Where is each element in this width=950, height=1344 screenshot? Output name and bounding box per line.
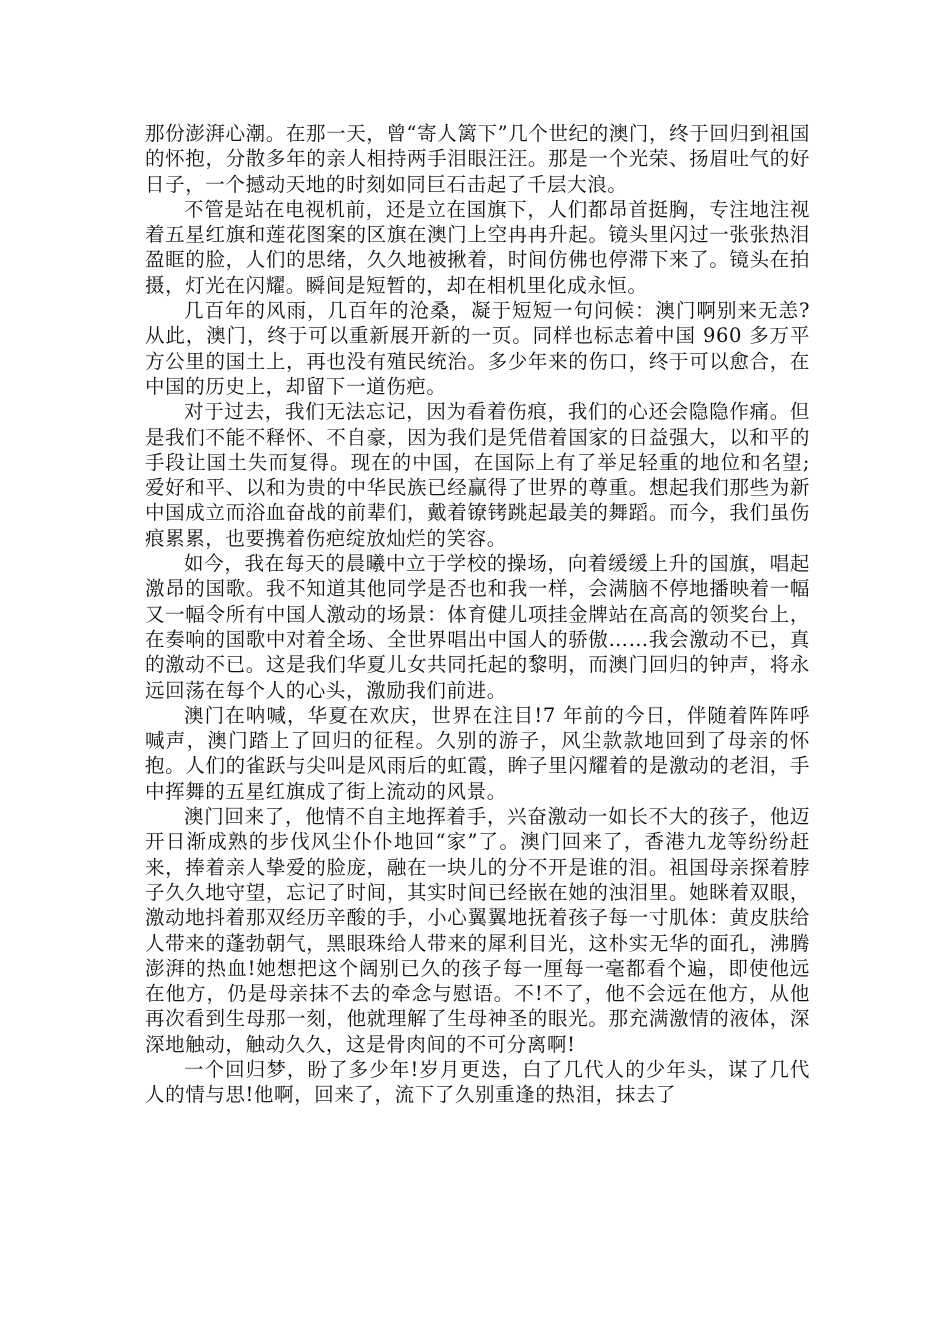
paragraph-1: 那份澎湃心潮。在那一天，曾“寄人篱下”几个世纪的澳门，终于回归到祖国的怀抱，分散多年的亲人相持两手泪眼汪汪。那是一个光荣、扬眉吐气的好日子，一个撼动天地的时刻如同巨石击起了千层大浪。 — [145, 122, 810, 196]
paragraph-7: 澳门回来了，他情不自主地挥着手，兴奋激动一如长不大的孩子，他迈开日渐成熟的步伐风尘仆仆地回“家”了。澳门回来了，香港九龙等纷纷赶来，捧着亲人挚爱的脸庞，融在一块儿的分不开是谁的泪。祖国母亲探着脖子久久地守望，忘记了时间，其实时间已经嵌在她的浊泪里。她眯着双眼，激动地抖着那双经历辛酸的手，小心翼翼地抚着孩子每一寸肌体：黄皮肤给人带来的蓬勃朝气，黑眼珠给人带来的犀利目光，这朴实无华的面孔，沸腾澎湃的热血!她想把这个阔别已久的孩子每一厘每一毫都看个遍，即使他远在他方，仍是母亲抹不去的牵念与慰语。不!不了，他不会远在他方，从他再次看到生母那一刻，他就理解了生母神圣的眼光。那充满激情的液体，深深地触动，触动久久，这是骨肉间的不可分离啊! — [145, 805, 810, 1056]
article-body — [145, 121, 810, 1108]
paragraph-3: 几百年的风雨，几百年的沧桑，凝于短短一句问候：澳门啊别来无恙?从此，澳门，终于可以重新展开新的一页。同样也标志着中国 960 多万平方公里的国土上，再也没有殖民统治。多少年来的伤口，终于可以愈合，在中国的历史上，却留下一道伤疤。 — [145, 299, 810, 398]
paragraph-6: 澳门在呐喊，华夏在欢庆，世界在注目!7 年前的今日，伴随着阵阵呼喊声，澳门踏上了回归的征程。久别的游子，风尘款款地回到了母亲的怀抱。人们的雀跃与尖叫是风雨后的虹霞，眸子里闪耀着的是激动的老泪，手中挥舞的五星红旗成了街上流动的风景。 — [145, 703, 810, 803]
paragraph-2: 不管是站在电视机前，还是立在国旗下，人们都昂首挺胸，专注地注视着五星红旗和莲花图案的区旗在澳门上空冉冉升起。镜头里闪过一张张热泪盈眶的脸，人们的思绪，久久地被揪着，时间仿佛也停滞下来了。镜头在拍摄，灯光在闪耀。瞬间是短暂的，却在相机里化成永恒。 — [145, 197, 810, 297]
paragraph-8: 一个回归梦，盼了多少年!岁月更迭，白了几代人的少年头，谋了几代人的情与思!他啊，回来了，流下了久别重逢的热泪，抹去了 — [145, 1057, 810, 1107]
paragraph-4: 对于过去，我们无法忘记，因为看着伤痕，我们的心还会隐隐作痛。但是我们不能不释怀、不自豪，因为我们是凭借着国家的日益强大，以和平的手段让国土失而复得。现在的中国，在国际上有了举足轻重的地位和名望;爱好和平、以和为贵的中华民族已经赢得了世界的尊重。想起我们那些为新中国成立而浴血奋战的前辈们，戴着镣铐跳起最美的舞蹈。而今，我们虽伤痕累累，也要携着伤疤绽放灿烂的笑容。 — [145, 400, 810, 550]
paragraph-5: 如今，我在每天的晨曦中立于学校的操场，向着缓缓上升的国旗，唱起激昂的国歌。我不知道其他同学是否也和我一样，会满脑不停地播映着一幅又一幅令所有中国人激动的场景：体育健儿项挂金牌站在高高的领奖台上，在奏响的国歌中对着全场、全世界唱出中国人的骄傲……我会激动不已，真的激动不已。这是我们华夏儿女共同托起的黎明，而澳门回归的钟声，将永远回荡在每个人的心头，激励我们前进。 — [145, 552, 810, 702]
